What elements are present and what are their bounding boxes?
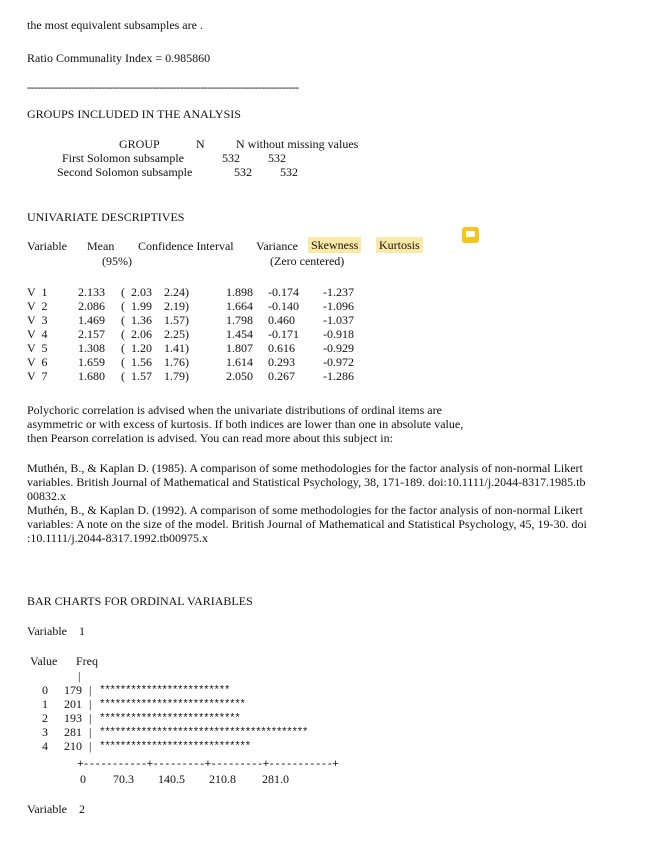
reference-line: :10.1111/j.2044-8317.1992.tb00975.x: [27, 531, 208, 545]
reference-line: Muthén, B., & Kaplan D. (1992). A comparison of some methodologies for the factor analysis of non-normal Likert: [27, 503, 583, 517]
cell-mean: 2.133: [78, 285, 105, 299]
axis-tick-label: 140.5: [158, 772, 185, 786]
col-variance: Variance: [256, 239, 298, 253]
cell-kurtosis: -1.286: [323, 369, 354, 383]
bar-stars: ****************************************: [99, 727, 308, 739]
group-row-name: Second Solomon subsample: [57, 165, 193, 179]
axis-tick-label: 210.8: [209, 772, 236, 786]
cell-variance: 1.807: [226, 341, 253, 355]
cell-mean: 1.680: [78, 369, 105, 383]
col-mean: Mean: [87, 239, 115, 253]
axis-tick-label: 70.3: [113, 772, 134, 786]
cell-skewness: 0.267: [268, 369, 295, 383]
ratio-line: Ratio Communality Index = 0.985860: [27, 51, 211, 65]
groups-header-n: N: [196, 137, 205, 151]
cell-ci: ( 2.06 2.25): [121, 327, 189, 341]
bar-freq: 281: [64, 725, 82, 739]
cell-skewness: 0.460: [268, 313, 295, 327]
cell-skewness: 0.616: [268, 341, 295, 355]
cell-variable: V 1: [27, 285, 48, 299]
cell-ci: ( 2.03 2.24): [121, 285, 189, 299]
advice-line: asymmetric or with excess of kurtosis. If both indices are lower than one in absolute value,: [27, 417, 464, 431]
cell-kurtosis: -0.918: [323, 327, 354, 341]
group-row-nvalid: 532: [280, 165, 298, 179]
cell-ci: ( 1.57 1.79): [121, 369, 189, 383]
kurtosis-highlight: Kurtosis: [376, 237, 423, 253]
groups-heading: GROUPS INCLUDED IN THE ANALYSIS: [27, 107, 241, 121]
bar-freq: 193: [64, 711, 82, 725]
cell-kurtosis: -1.037: [323, 313, 354, 327]
bar-value: 2: [42, 711, 48, 725]
bar-charts-heading: BAR CHARTS FOR ORDINAL VARIABLES: [27, 594, 253, 608]
cell-variable: V 6: [27, 355, 48, 369]
bar-freq: 179: [64, 683, 82, 697]
reference-line: Muthén, B., & Kaplan D. (1985). A comparison of some methodologies for the factor analysis of non-normal Likert: [27, 461, 583, 475]
cell-mean: 2.157: [78, 327, 105, 341]
cell-variable: V 5: [27, 341, 48, 355]
bar-freq: 201: [64, 697, 82, 711]
cell-kurtosis: -1.237: [323, 285, 354, 299]
freq-header: Freq: [76, 654, 98, 668]
cell-mean: 1.308: [78, 341, 105, 355]
axis-tick-label: 0: [80, 772, 86, 786]
group-row-n: 532: [222, 151, 240, 165]
cell-variable: V 3: [27, 313, 48, 327]
chart-axis-line: +-----------+---------+---------+-----------+: [77, 759, 339, 771]
cell-skewness: -0.140: [268, 299, 299, 313]
bar-stars: *************************: [99, 685, 230, 697]
cell-variance: 1.798: [226, 313, 253, 327]
cell-kurtosis: -1.096: [323, 299, 354, 313]
cell-ci: ( 1.56 1.76): [121, 355, 189, 369]
skewness-highlight: Skewness: [308, 237, 361, 253]
variable1-label: Variable 1: [27, 624, 85, 638]
advice-line: then Pearson correlation is advised. You can read more about this subject in:: [27, 431, 393, 445]
cell-variance: 2.050: [226, 369, 253, 383]
col-ci: Confidence Interval: [138, 239, 234, 253]
cell-skewness: -0.174: [268, 285, 299, 299]
bar-value: 4: [42, 739, 48, 753]
col-variable: Variable: [27, 239, 67, 253]
cell-variance: 1.664: [226, 299, 253, 313]
comment-icon[interactable]: [462, 227, 479, 243]
bar-stars: *****************************: [99, 741, 250, 753]
groups-header-nvalid: N without missing values: [236, 137, 359, 151]
cell-skewness: 0.293: [268, 355, 295, 369]
chart-top-tick: |: [78, 669, 81, 683]
advice-line: Polychoric correlation is advised when the univariate distributions of ordinal items are: [27, 403, 442, 417]
univariate-heading: UNIVARIATE DESCRIPTIVES: [27, 210, 185, 224]
cell-mean: 1.469: [78, 313, 105, 327]
cell-variable: V 4: [27, 327, 48, 341]
cell-ci: ( 1.20 1.41): [121, 341, 189, 355]
bar-stars: ***************************: [99, 713, 240, 725]
bar-pipe: |: [89, 739, 92, 753]
cell-kurtosis: -0.972: [323, 355, 354, 369]
bar-value: 3: [42, 725, 48, 739]
cell-variance: 1.898: [226, 285, 253, 299]
group-row-n: 532: [234, 165, 252, 179]
cell-skewness: -0.171: [268, 327, 299, 341]
cell-ci: ( 1.36 1.57): [121, 313, 189, 327]
cell-mean: 2.086: [78, 299, 105, 313]
bar-pipe: |: [89, 725, 92, 739]
cell-variable: V 2: [27, 299, 48, 313]
col-kurtosis: [376, 238, 423, 252]
bar-pipe: |: [89, 683, 92, 697]
cell-variable: V 7: [27, 369, 48, 383]
col-skewness: [308, 238, 361, 252]
bar-stars: ****************************: [99, 699, 245, 711]
value-header: Value: [30, 654, 58, 668]
reference-line: variables. British Journal of Mathematical and Statistical Psychology, 38, 171-189. doi:10.1111/j.2044-8317.1985.tb: [27, 475, 586, 489]
divider: --------------------------------------------------------------------------------: [27, 80, 299, 94]
cell-mean: 1.659: [78, 355, 105, 369]
group-row-name: First Solomon subsample: [62, 151, 185, 165]
col-zero-centered: (Zero centered): [270, 254, 345, 268]
bar-pipe: |: [89, 711, 92, 725]
cell-kurtosis: -0.929: [323, 341, 354, 355]
reference-line: 00832.x: [27, 489, 66, 503]
cell-variance: 1.454: [226, 327, 253, 341]
intro-line: the most equivalent subsamples are .: [27, 18, 203, 32]
col-ci-sub: (95%): [102, 254, 132, 268]
reference-line: variables: A note on the size of the model. British Journal of Mathematical and Statistical Psychology, 45, 19-30. doi: [27, 517, 587, 531]
bar-freq: 210: [64, 739, 82, 753]
variable2-label: Variable 2: [27, 802, 85, 816]
bar-value: 1: [42, 697, 48, 711]
group-row-nvalid: 532: [268, 151, 286, 165]
axis-tick-label: 281.0: [262, 772, 289, 786]
groups-header-group: GROUP: [119, 137, 160, 151]
bar-value: 0: [42, 683, 48, 697]
cell-variance: 1.614: [226, 355, 253, 369]
bar-pipe: |: [89, 697, 92, 711]
cell-ci: ( 1.99 2.19): [121, 299, 189, 313]
